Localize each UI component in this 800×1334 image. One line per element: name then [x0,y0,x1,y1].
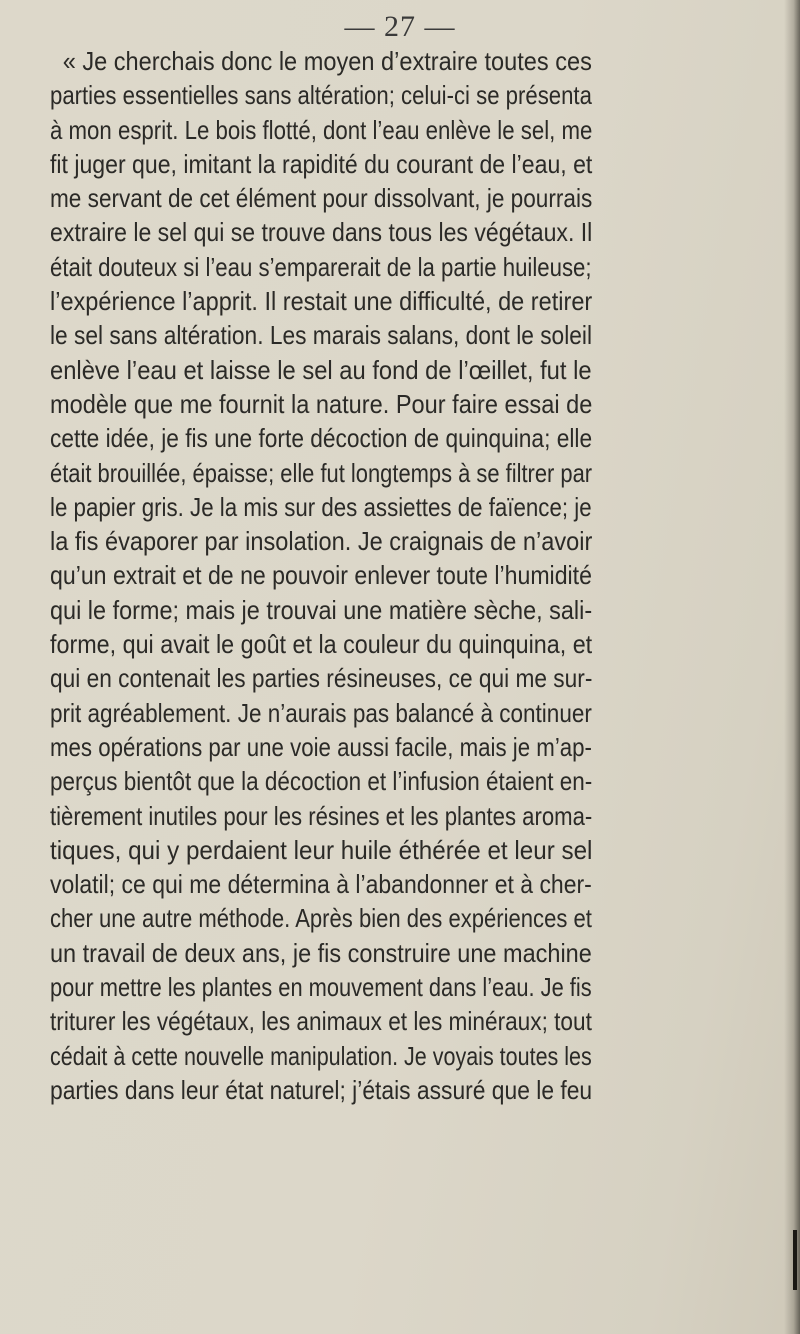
text-line: tiques, qui y perdaient leur huile éthérée et leur sel [50,834,593,865]
page-edge-mark [793,1230,797,1290]
text-line: à mon esprit. Le bois flotté, dont l’eau enlève le sel, me [50,114,593,145]
text-line: modèle que me fournit la nature. Pour faire essai de [50,388,593,419]
text-line: tièrement inutiles pour les résines et les plantes aroma- [50,800,593,831]
text-line: prit agréablement. Je n’aurais pas balancé à continuer [50,697,592,728]
text-line: l’expérience l’apprit. Il restait une difficulté, de retirer [50,286,593,317]
text-line: le papier gris. Je la mis sur des assiettes de faïence; je [50,491,592,522]
text-line: le sel sans altération. Les marais salans, dont le soleil [50,320,592,351]
page-number: — 27 — [344,10,456,43]
text-line: était douteux si l’eau s’emparerait de la partie huileuse; [50,251,592,282]
text-line: forme, qui avait le goût et la couleur du quinquina, et [50,629,593,660]
text-line: qui le forme; mais je trouvai une matière sèche, sali- [50,594,593,625]
text-line: cédait à cette nouvelle manipulation. Je voyais toutes les [50,1040,592,1071]
text-line: qu’un extrait et de ne pouvoir enlever toute l’humidité [50,560,592,591]
text-line: parties dans leur état naturel; j’étais assuré que le feu [50,1074,593,1105]
text-line: un travail de deux ans, je fis construire une machine [50,937,592,968]
text-line: cher une autre méthode. Après bien des expériences et [50,903,592,934]
body-text [50,44,592,1107]
text-line: la fis évaporer par insolation. Je craignais de n’avoir [50,526,593,557]
text-line: qui en contenait les parties résineuses, ce qui me sur- [50,663,593,694]
text-line: triturer les végétaux, les animaux et les minéraux; tout [50,1006,592,1037]
text-line: me servant de cet élément pour dissolvant, je pourrais [50,183,593,214]
text-line: fit juger que, imitant la rapidité du courant de l’eau, et [50,148,593,179]
text-line: volatil; ce qui me détermina à l’abandonner et à cher- [50,869,592,900]
text-line: pour mettre les plantes en mouvement dans l’eau. Je fis [50,972,592,1003]
text-line: mes opérations par une voie aussi facile, mais je m’ap- [50,731,592,762]
text-line: enlève l’eau et laisse le sel au fond de l’œillet, fut le [50,354,592,385]
page-edge-shadow [784,0,800,1334]
text-line: était brouillée, épaisse; elle fut longtemps à se filtrer par [50,457,593,488]
text-line: « Je cherchais donc le moyen d’extraire toutes ces [62,46,592,76]
text-line: parties essentielles sans altération; celui-ci se présenta [50,80,592,111]
text-line: perçus bientôt que la décoction et l’infusion étaient en- [50,766,593,797]
text-line: extraire le sel qui se trouve dans tous les végétaux. Il [50,217,593,248]
text-line: cette idée, je fis une forte décoction de quinquina; elle [50,423,593,454]
